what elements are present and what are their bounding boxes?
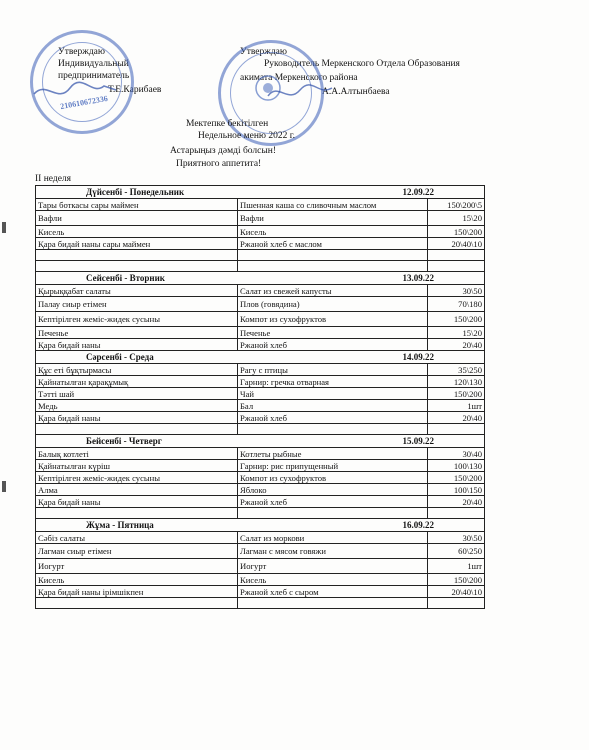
portion: 150\200	[428, 388, 485, 400]
dish-ru: Гарнир: рис припущенный	[238, 460, 428, 472]
menu-row	[36, 472, 485, 484]
day-date: 15.09.22	[402, 436, 435, 446]
day-header	[36, 186, 485, 199]
dish-ru: Кисель	[238, 226, 428, 238]
portion	[428, 261, 485, 272]
portion: 20\40\10	[428, 586, 485, 598]
day-header	[36, 435, 485, 448]
menu-row	[36, 238, 485, 250]
dish-ru: Чай	[238, 388, 428, 400]
day-header-row	[36, 186, 485, 199]
approve-left-3: предприниматель	[58, 71, 130, 81]
dish-kz: Қара бидай наны ірімшікпен	[36, 586, 238, 598]
menu-row	[36, 327, 485, 339]
dish-kz: Кептірілген жеміс-жидек сусыны	[36, 312, 238, 327]
menu-row	[36, 460, 485, 472]
day-date: 13.09.22	[402, 273, 435, 283]
greeting-ru: Приятного аппетита!	[176, 159, 262, 169]
menu-table	[35, 185, 485, 609]
dish-ru: Рагу с птицы	[238, 364, 428, 376]
portion: 150\200	[428, 312, 485, 327]
dish-kz: Кептірілген жеміс-жидек сусыны	[36, 472, 238, 484]
portion: 1шт	[428, 559, 485, 574]
portion: 60\250	[428, 544, 485, 559]
day-name: Сәрсенбі - Среда	[86, 352, 154, 362]
dish-ru: Яблоко	[238, 484, 428, 496]
dish-kz: Қара бидай наны	[36, 339, 238, 351]
portion: 1шт	[428, 400, 485, 412]
menu-row	[36, 364, 485, 376]
dish-kz: Лагман сиыр етімен	[36, 544, 238, 559]
scan-artifact	[2, 222, 6, 233]
day-header	[36, 519, 485, 532]
menu-row	[36, 297, 485, 312]
dish-kz: Медь	[36, 400, 238, 412]
dish-ru	[238, 424, 428, 435]
dish-ru: Кисель	[238, 574, 428, 586]
day-name: Жұма - Пятница	[86, 520, 154, 530]
dish-kz: Қара бидай наны	[36, 496, 238, 508]
portion: 30\40	[428, 448, 485, 460]
menu-row	[36, 412, 485, 424]
portion: 150\200\5	[428, 199, 485, 211]
dish-kz: Кисель	[36, 574, 238, 586]
portion	[428, 424, 485, 435]
dish-ru: Ржаной хлеб	[238, 339, 428, 351]
dish-kz: Вафли	[36, 211, 238, 226]
menu-row	[36, 312, 485, 327]
portion: 150\200	[428, 472, 485, 484]
dish-ru: Иогурт	[238, 559, 428, 574]
dish-kz	[36, 424, 238, 435]
dish-kz	[36, 508, 238, 519]
portion: 30\50	[428, 285, 485, 297]
dish-kz: Құс еті бұқтырмасы	[36, 364, 238, 376]
signature-right	[266, 80, 336, 106]
dish-kz: Иогурт	[36, 559, 238, 574]
menu-row	[36, 285, 485, 297]
day-name: Сейсенбі - Вторник	[86, 273, 165, 283]
dish-ru: Ржаной хлеб с сыром	[238, 586, 428, 598]
day-date: 16.09.22	[402, 520, 435, 530]
dish-ru	[238, 250, 428, 261]
menu-row	[36, 199, 485, 211]
dish-ru: Ржаной хлеб	[238, 496, 428, 508]
portion: 20\40\10	[428, 238, 485, 250]
dish-ru: Салат из свежей капусты	[238, 285, 428, 297]
portion: 15\20	[428, 327, 485, 339]
day-date: 14.09.22	[402, 352, 435, 362]
day-header-row	[36, 519, 485, 532]
dish-kz: Қайнатылған қарақұмық	[36, 376, 238, 388]
day-header	[36, 351, 485, 364]
dish-kz: Сәбіз салаты	[36, 532, 238, 544]
dish-kz: Печенье	[36, 327, 238, 339]
menu-row	[36, 574, 485, 586]
dish-kz	[36, 261, 238, 272]
portion: 20\40	[428, 496, 485, 508]
week-label: II неделя	[35, 174, 72, 184]
day-header-row	[36, 435, 485, 448]
approve-right-2: Руководитель Меркенского Отдела Образования	[264, 59, 460, 69]
dish-kz: Қырыққабат салаты	[36, 285, 238, 297]
dish-ru	[238, 508, 428, 519]
greeting-kz: Астарыңыз дәмді болсын!	[170, 146, 277, 156]
stamp-left-number: 210610672336	[59, 93, 109, 112]
menu-row	[36, 339, 485, 351]
dish-kz: Қара бидай наны	[36, 412, 238, 424]
portion	[428, 598, 485, 609]
day-header-row	[36, 351, 485, 364]
title-kz: Мектепке бекітілген	[186, 119, 269, 129]
dish-kz: Қара бидай наны сары маймен	[36, 238, 238, 250]
portion: 15\20	[428, 211, 485, 226]
approve-right-name: А.А.Алтынбаева	[322, 87, 390, 97]
dish-ru: Вафли	[238, 211, 428, 226]
dish-ru	[238, 261, 428, 272]
menu-row	[36, 226, 485, 238]
menu-row	[36, 484, 485, 496]
dish-ru: Печенье	[238, 327, 428, 339]
dish-ru: Ржаной хлеб с маслом	[238, 238, 428, 250]
menu-row	[36, 388, 485, 400]
empty-row	[36, 598, 485, 609]
portion	[428, 508, 485, 519]
dish-kz: Кисель	[36, 226, 238, 238]
day-name: Дүйсенбі - Понедельник	[86, 187, 185, 197]
dish-ru: Салат из моркови	[238, 532, 428, 544]
portion: 20\40	[428, 412, 485, 424]
portion: 150\200	[428, 226, 485, 238]
empty-row	[36, 250, 485, 261]
menu-row	[36, 532, 485, 544]
dish-kz: Тары боткасы сары маймен	[36, 199, 238, 211]
portion: 20\40	[428, 339, 485, 351]
dish-kz: Тәтті шай	[36, 388, 238, 400]
menu-row	[36, 559, 485, 574]
scan-artifact	[2, 481, 6, 492]
dish-kz	[36, 250, 238, 261]
dish-kz: Балық котлеті	[36, 448, 238, 460]
menu-row	[36, 448, 485, 460]
dish-ru: Лагман с мясом говяжи	[238, 544, 428, 559]
dish-kz: Палау сиыр етімен	[36, 297, 238, 312]
approve-right-1: Утверждаю	[240, 47, 287, 57]
dish-kz: Қайнатылған күріш	[36, 460, 238, 472]
dish-ru: Пшенная каша со сливочным маслом	[238, 199, 428, 211]
approve-left-name: Т.Е.Карибаев	[108, 85, 162, 95]
dish-ru: Котлеты рыбные	[238, 448, 428, 460]
dish-ru: Компот из сухофруктов	[238, 312, 428, 327]
dish-ru: Компот из сухофруктов	[238, 472, 428, 484]
portion: 30\50	[428, 532, 485, 544]
dish-kz: Алма	[36, 484, 238, 496]
menu-row	[36, 586, 485, 598]
signature-left	[30, 76, 120, 106]
empty-row	[36, 261, 485, 272]
dish-ru: Гарнир: гречка отварная	[238, 376, 428, 388]
empty-row	[36, 508, 485, 519]
day-date: 12.09.22	[402, 187, 435, 197]
dish-ru: Плов (говядина)	[238, 297, 428, 312]
portion: 120\130	[428, 376, 485, 388]
dish-kz	[36, 598, 238, 609]
menu-row	[36, 496, 485, 508]
dish-ru: Бал	[238, 400, 428, 412]
portion	[428, 250, 485, 261]
menu-row	[36, 211, 485, 226]
approve-left-1: Утверждаю	[58, 47, 105, 57]
portion: 100\130	[428, 460, 485, 472]
portion: 100\150	[428, 484, 485, 496]
menu-row	[36, 544, 485, 559]
menu-row	[36, 376, 485, 388]
portion: 150\200	[428, 574, 485, 586]
portion: 70\180	[428, 297, 485, 312]
portion: 35\250	[428, 364, 485, 376]
empty-row	[36, 424, 485, 435]
dish-ru	[238, 598, 428, 609]
approve-right-3: акимата Меркенского района	[240, 73, 358, 83]
dish-ru: Ржаной хлеб	[238, 412, 428, 424]
day-header-row	[36, 272, 485, 285]
approve-left-2: Индивидуальный	[58, 59, 129, 69]
day-header	[36, 272, 485, 285]
menu-row	[36, 400, 485, 412]
day-name: Бейсенбі - Четверг	[86, 436, 162, 446]
title-ru: Недельное меню 2022 г.	[198, 131, 295, 141]
